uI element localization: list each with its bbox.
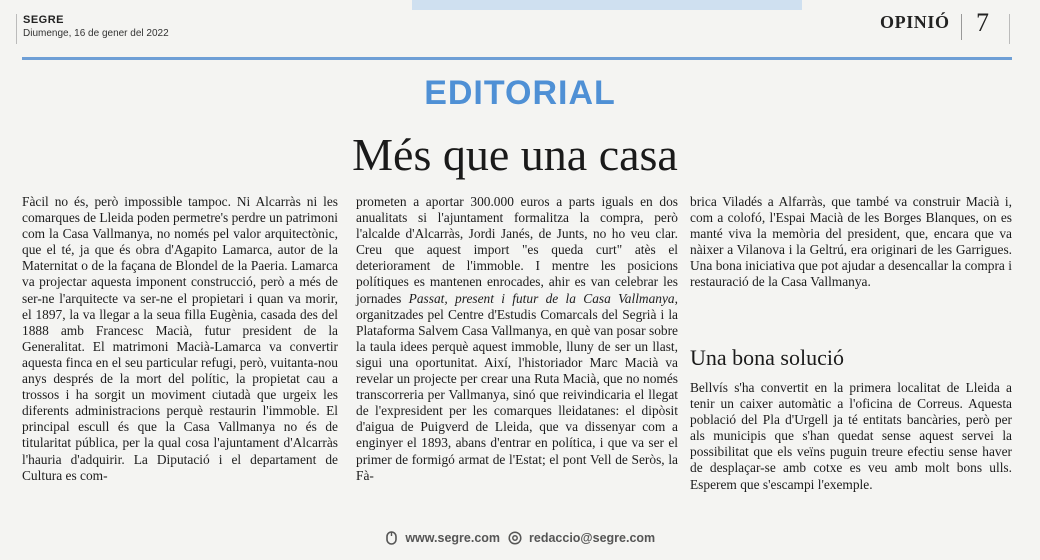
secondary-article-text: Bellvís s'ha convertit en la primera localitat de Lleida a tenir un caixer automàtic a l'oficina de Correus. Aquesta població del Pla d'Urgell ja té entitats bancàries, però per als municipis que s'han quedat sense aquest servei la possibilitat que els veïns puguin treure efectiu sense haver de desplaçar-se amb cotxe es veu amb molt bons ulls. Esperem que s'escampi l'exemple.	[690, 380, 1012, 492]
header-rule	[22, 57, 1012, 60]
article-column-2	[356, 194, 678, 484]
footer-contact	[0, 530, 1040, 548]
website-link[interactable]: www.segre.com	[405, 531, 501, 545]
column-2-text-a: prometen a aportar 300.000 euros a parts iguals en dos anualitats si l'ajuntament formalitza la compra, però l'alcalde d'Alcarràs, Jordi Janés, de Junts, no ho veu clar. Creu que aquest import "es queda curt" atès el deteriorament de l'immoble. I mentre les posicions polítiques es mantenen enrocades, ahir es van celebrar les jornades	[356, 194, 678, 306]
section-divider	[961, 14, 962, 40]
article-headline: Més que una casa	[352, 129, 678, 180]
top-color-band	[412, 0, 802, 10]
column-2-text	[356, 194, 678, 484]
email-link[interactable]: redaccio@segre.com	[529, 531, 656, 545]
at-sign-icon	[508, 531, 522, 548]
section-label: OPINIÓ	[880, 12, 950, 32]
issue-date: Diumenge, 16 de gener del 2022	[23, 28, 169, 39]
margin-rule-right	[1009, 14, 1010, 44]
newspaper-name: SEGRE	[23, 14, 65, 26]
page-number: 7	[976, 8, 989, 37]
event-title: Passat, present i futur de la Casa Vallmanya	[408, 290, 675, 306]
secondary-article	[690, 380, 1012, 493]
editorial-kicker: EDITORIAL	[424, 74, 616, 112]
column-3-text: brica Viladés a Alfarràs, que també va construir Macià i, com a colofó, l'Espai Macià de les Borges Blanques, on es manté viva la memòria del president, que, encara que va nàixer a Vilanova i la Geltrú, era originari de les Garrigues. Una bona iniciativa que pot ajudar a desencallar la compra i restauració de la Casa Vallmanya.	[690, 194, 1012, 290]
column-1-text: Fàcil no és, però impossible tampoc. Ni Alcarràs ni les comarques de Lleida poden permetre's perdre un patrimoni com la Casa Vallmanya, no només pel valor arquitectònic, que el té, ja que és obra d'Agapito Lamarca, autor de la Maternitat o de la façana de Blondel de la Paeria. Lamarca va projectar aquesta imponent construcció, però a més de ser-ne l'arquitecte va ser-ne el propietari i quan va morir, el 1897, la va llegar a la seua filla Eugènia, casada des del 1888 amb Francesc Macià, futur president de la Generalitat. El matrimoni Macià-Lamarca va convertir aquesta finca en el seu particular refugi, però, vuitanta-nou anys després de la mort del polític, la propietat cau a trossos i ha sorgit un moviment ciutadà que urgeix les diferents administracions perquè restaurin l'immoble. El principal escull és que la Casa Vallmanya no és de titularitat pública, per la qual cosa l'ajuntament d'Alcarràs l'hauria d'adquirir. La Diputació i el departament de Cultura es com-	[22, 194, 338, 483]
mouse-icon	[385, 530, 398, 548]
secondary-headline: Una bona solució	[690, 345, 844, 370]
column-2-text-b: , organitzades pel Centre d'Estudis Comarcals del Segrià i la Plataforma Salvem Casa Vallmanya, en què van posar sobre la taula idees perquè aquest immoble, lluny de ser un llast, sigui una oportunitat. Així, l'historiador Marc Macià va revelar un projecte per crear una Ruta Macià, que no només transcorreria per Vallmanya, sinó que reivindicaria el llegat de l'expresident per les comarques lleidatanes: el dipòsit d'aigua de Puigverd de Lleida, que va dissenyar com a enginyer el 1893, abans d'entrar en política, i que va ser el primer de formigó armat de l'Estat; el pont Vell de Seròs, la Fà-	[356, 290, 678, 483]
article-column-1	[22, 194, 338, 484]
margin-rule-left	[16, 14, 17, 44]
article-column-3	[690, 194, 1012, 291]
